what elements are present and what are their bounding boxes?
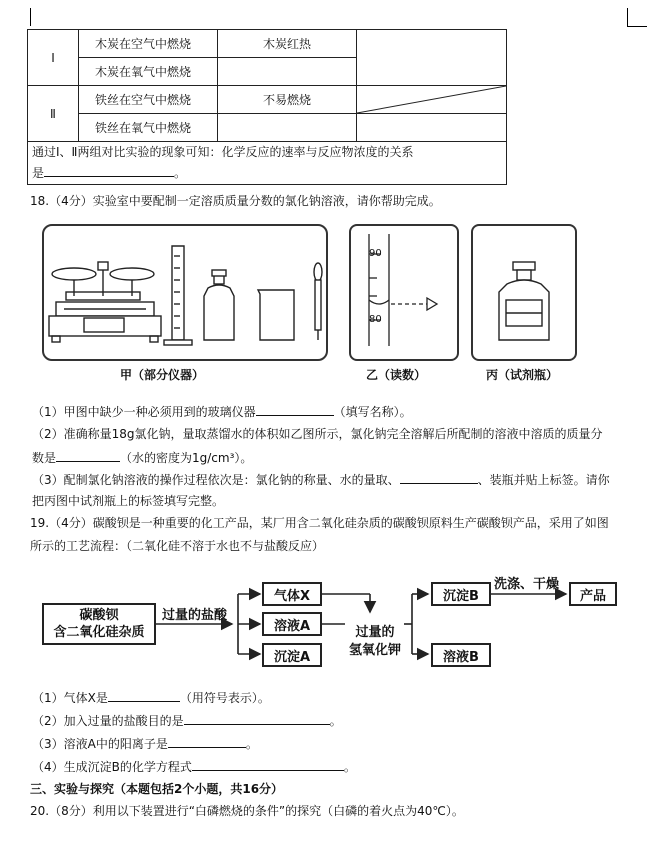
q19-part3-end: 。	[245, 737, 258, 751]
q18-part2-end: （水的密度为1g/cm³）。	[120, 451, 253, 465]
q19-part2-text: （2）加入过量的盐酸目的是	[32, 714, 184, 728]
q18-part2-text: 数是	[32, 451, 57, 465]
precipitate-b-box: 沉淀B	[431, 582, 491, 606]
cylinder-mark-80: 80	[369, 314, 382, 325]
q19-part2	[32, 711, 342, 729]
crop-mark-right-v	[627, 8, 628, 26]
conclusion-cell	[28, 142, 507, 185]
figure-b-caption: 乙（读数）	[366, 368, 427, 382]
raw-material-line1: 碳酸钡	[79, 608, 119, 623]
q18-part2-line2	[32, 448, 252, 466]
solution-b-box: 溶液B	[431, 643, 491, 667]
q19-part4-text: （4）生成沉淀B的化学方程式	[32, 760, 192, 774]
answer-blank-q18-1[interactable]	[256, 402, 334, 416]
cell-charcoal-oxygen: 木炭在氧气中燃烧	[79, 58, 218, 86]
conclusion-end: 。	[174, 166, 187, 180]
answer-blank-q18-2[interactable]	[56, 448, 120, 462]
q18-part1	[32, 402, 412, 420]
section-3-heading: 三、实验与探究（本题包括2个小题，共16分）	[30, 782, 284, 796]
crop-mark-right-h	[627, 26, 647, 27]
q20-stem: 20.（8分）利用以下装置进行“白磷燃烧的条件”的探究（白磷的着火点为40℃）。	[30, 804, 464, 818]
conclusion-text: 通过Ⅰ、Ⅱ两组对比实验的现象可知：化学反应的速率与反应物浓度的关系	[32, 145, 414, 159]
q19-stem-line2: 所示的工艺流程：（二氧化硅不溶于水也不与盐酸反应）	[30, 539, 325, 553]
cell-blank-answer-1	[218, 58, 357, 86]
conclusion-is: 是	[32, 166, 45, 180]
q19-stem-line1: 19.（4分）碳酸钡是一种重要的化工产品，某厂用含二氧化硅杂质的碳酸钡原料生产碳酸钡产品，采用了如图	[30, 516, 609, 530]
group-2-label: Ⅱ	[28, 86, 79, 142]
answer-blank-q19-1[interactable]	[108, 688, 180, 702]
reagent-bottle	[473, 226, 575, 359]
koh-label-line1: 过量的	[355, 625, 395, 640]
crop-mark-left-v	[30, 8, 31, 26]
koh-label	[345, 624, 405, 660]
acid-label: 过量的盐酸	[162, 608, 228, 623]
figure-a-frame	[42, 224, 328, 361]
q18-part1-end: （填写名称）。	[333, 405, 412, 419]
cell-charcoal-air: 木炭在空气中燃烧	[79, 30, 218, 58]
cell-iron-not-burn: 不易燃烧	[218, 86, 357, 114]
group-1-label: Ⅰ	[28, 30, 79, 86]
q19-part4	[32, 757, 356, 775]
figure-c-frame	[471, 224, 577, 361]
q18-part2-line1: （2）准确称量18g氯化钠，量取蒸馏水的体积如乙图所示，氯化钠完全溶解后所配制的溶液中溶质的质量分	[32, 427, 603, 441]
figure-a-caption: 甲（部分仪器）	[120, 368, 205, 382]
q19-part3-text: （3）溶液A中的阳离子是	[32, 737, 168, 751]
cylinder-mark-90: 90	[369, 248, 382, 259]
answer-blank-q18-3[interactable]	[400, 470, 478, 484]
cell-blank-answer-3	[357, 114, 507, 142]
answer-blank-q19-2[interactable]	[184, 711, 330, 725]
q18-part1-text: （1）甲图中缺少一种必须用到的玻璃仪器	[32, 405, 256, 419]
q18-stem: 18.（4分）实验室中要配制一定溶质质量分数的氯化钠溶液，请你帮助完成。	[30, 194, 441, 208]
q19-part4-end: 。	[343, 760, 356, 774]
q19-part1	[32, 688, 270, 706]
q19-part2-end: 。	[329, 714, 342, 728]
diagonal-line	[357, 86, 506, 113]
q18-part3-line2: 把丙图中试剂瓶上的标签填写完整。	[32, 494, 225, 508]
raw-material-box	[42, 603, 156, 645]
cell-diagonal	[357, 86, 507, 114]
gas-x-box: 气体X	[262, 582, 322, 606]
raw-material-line2: 含二氧化硅杂质	[53, 625, 145, 640]
product-box: 产品	[569, 582, 617, 606]
cell-blank-1	[357, 30, 507, 86]
koh-label-line2: 氢氧化钾	[348, 643, 401, 658]
precipitate-a-box: 沉淀A	[262, 643, 322, 667]
answer-blank-conclusion[interactable]	[44, 163, 174, 177]
answer-blank-q19-4[interactable]	[192, 757, 344, 771]
cylinder-reading	[351, 226, 457, 359]
q18-part3-line1	[32, 470, 610, 488]
answer-blank-q19-3[interactable]	[168, 734, 246, 748]
cell-charcoal-glow: 木炭红热	[218, 30, 357, 58]
wash-dry-label: 洗涤、干燥	[494, 577, 560, 592]
balance-cylinder-bottle-beaker-dropper	[44, 226, 326, 359]
experiment-table	[27, 29, 507, 185]
q19-part3	[32, 734, 258, 752]
figure-c-caption: 丙（试剂瓶）	[486, 368, 559, 382]
figure-b-frame	[349, 224, 459, 361]
q19-part1-text: （1）气体X是	[32, 691, 108, 705]
cell-iron-oxygen: 铁丝在氧气中燃烧	[79, 114, 218, 142]
q18-part3-text: （3）配制氯化钠溶液的操作过程依次是：氯化钠的称量、水的量取、	[32, 473, 400, 487]
q18-part3-mid: 、装瓶并贴上标签。请你	[477, 473, 610, 487]
q19-part1-end: （用符号表示）。	[179, 691, 270, 705]
solution-a-box: 溶液A	[262, 612, 322, 636]
cell-iron-air: 铁丝在空气中燃烧	[79, 86, 218, 114]
cell-blank-answer-2	[218, 114, 357, 142]
